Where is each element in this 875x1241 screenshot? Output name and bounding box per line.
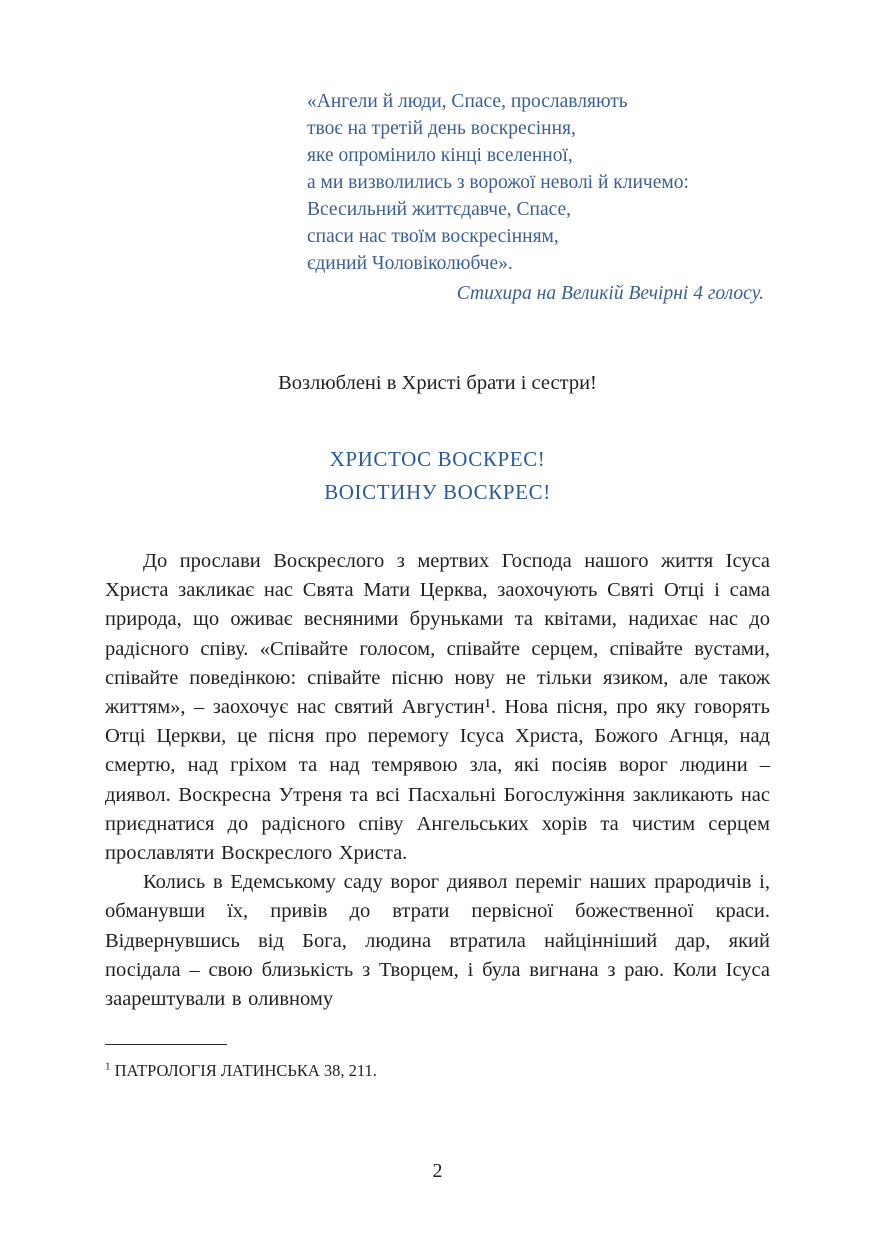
body-paragraph: Колись в Едемському саду ворог диявол переміг наших прародичів і, обманувши їх, привів до втрати первісної божественної краси. Відвернувшись від Бога, людина втратила найцінніший дар, який посідала – свою близькість з Творцем, і була вигнана з раю. Коли Ісуса заарештували в оливному	[105, 871, 770, 1011]
salutation: Возлюблені в Христі брати і сестри!	[278, 372, 597, 394]
body-paragraph: До прослави Воскреслого з мертвих Господа нашого життя Ісуса Христа закликає нас Свята Мати Церква, заохочують Святі Отці і сама природа, що оживає весняними бруньками та квітами, надихає нас до радісного співу. «Співайте голосом, співайте серцем, співайте вустами, співайте поведінкою: співайте пісню нову не тільки язиком, але також життям», – заохочує нас святий Августин¹. Нова пісня, про яку говорять Отці Церкви, це пісня про перемогу Ісуса Христа, Божого Агнця, над смертю, над гріхом та над темрявою зла, які посіяв ворог людини – диявол. Воскресна Утреня та всі Пасхальні Богослужіння закликають нас приєднатися до радісного співу Ангельських хорів та чистим серцем прославляти Воскреслого Христа.	[105, 550, 770, 865]
epigraph-line: Всесильний життєдавче, Спасе,	[307, 199, 572, 220]
epigraph-line: а ми визволились з ворожої неволі й кличемо:	[307, 172, 689, 193]
epigraph-line: єдиний Чоловіколюбче».	[307, 253, 513, 274]
epigraph	[307, 0, 770, 307]
footnote	[105, 1060, 770, 1082]
epigraph-attribution: Стихира на Великій Вечірні 4 голосу.	[456, 283, 764, 304]
epigraph-line: яке опромінило кінці вселенної,	[307, 145, 573, 166]
epigraph-line: твоє на третій день воскресіння,	[307, 118, 576, 139]
easter-heading	[0, 443, 875, 509]
body-text	[105, 547, 770, 1014]
footnote-separator	[105, 1044, 227, 1045]
epigraph-line: спаси нас твоїм воскресінням,	[307, 226, 559, 247]
footnote-marker: 1	[105, 1060, 111, 1073]
epigraph-line: «Ангели й люди, Спасе, прославляють	[307, 91, 628, 112]
footnote-text: ПАТРОЛОГІЯ ЛАТИНСЬКА 38, 211.	[110, 1061, 377, 1081]
easter-heading-line2: ВОІСТИНУ ВОСКРЕС!	[324, 480, 551, 504]
page-number: 2	[432, 1160, 443, 1182]
easter-heading-line1: ХРИСТОС ВОСКРЕС!	[329, 447, 546, 471]
